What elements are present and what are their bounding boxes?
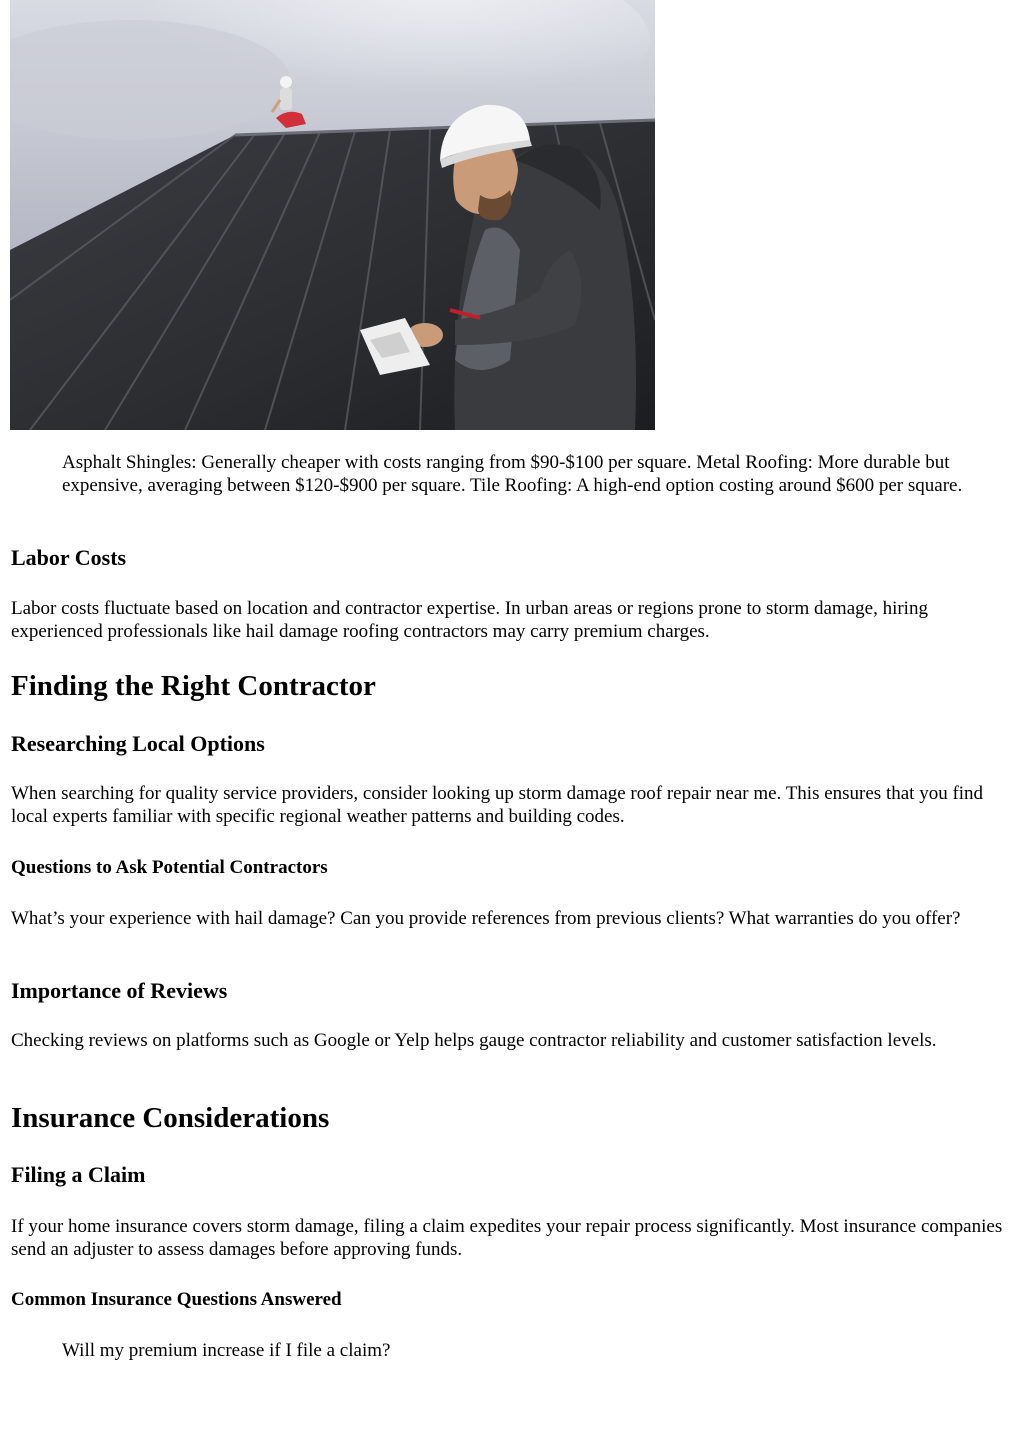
researching-local-options-heading: Researching Local Options — [11, 731, 265, 756]
insurance-question-quote: Will my premium increase if I file a claim? — [62, 1340, 391, 1361]
insurance-considerations-heading: Insurance Considerations — [11, 1102, 330, 1134]
contractor-questions-heading: Questions to Ask Potential Contractors — [11, 857, 328, 878]
labor-costs-text: Labor costs fluctuate based on location and contractor expertise. In urban areas or regions prone to storm damage, hiring experienced professionals like hail damage roofing contractors may carry premium charges. — [11, 598, 928, 642]
labor-costs-heading: Labor Costs — [11, 545, 127, 570]
common-insurance-questions-heading: Common Insurance Questions Answered — [11, 1289, 342, 1310]
contractor-questions-text: What’s your experience with hail damage? Can you provide references from previous clients? What warranties do you offer? — [11, 908, 961, 929]
filing-a-claim-heading: Filing a Claim — [11, 1162, 146, 1187]
importance-of-reviews-heading: Importance of Reviews — [11, 978, 228, 1003]
roof-inspection-photo — [10, 0, 655, 430]
finding-contractor-heading: Finding the Right Contractor — [11, 670, 376, 702]
filing-a-claim-text: If your home insurance covers storm damage, filing a claim expedites your repair process significantly. Most insurance companies send an adjuster to assess damages before approving funds. — [11, 1216, 1003, 1260]
roofing-materials-costs: Asphalt Shingles: Generally cheaper with costs ranging from $90-$100 per square. Metal Roofing: More durable but expensive, averaging between $120-$900 per square. Tile Roofing: A high-end option costing around $600 per square. — [62, 452, 963, 496]
researching-local-options-text: When searching for quality service providers, consider looking up storm damage roof repair near me. This ensures that you find local experts familiar with specific regional weather patterns and building codes. — [11, 783, 984, 827]
importance-of-reviews-text: Checking reviews on platforms such as Google or Yelp helps gauge contractor reliability and customer satisfaction levels. — [11, 1030, 937, 1051]
